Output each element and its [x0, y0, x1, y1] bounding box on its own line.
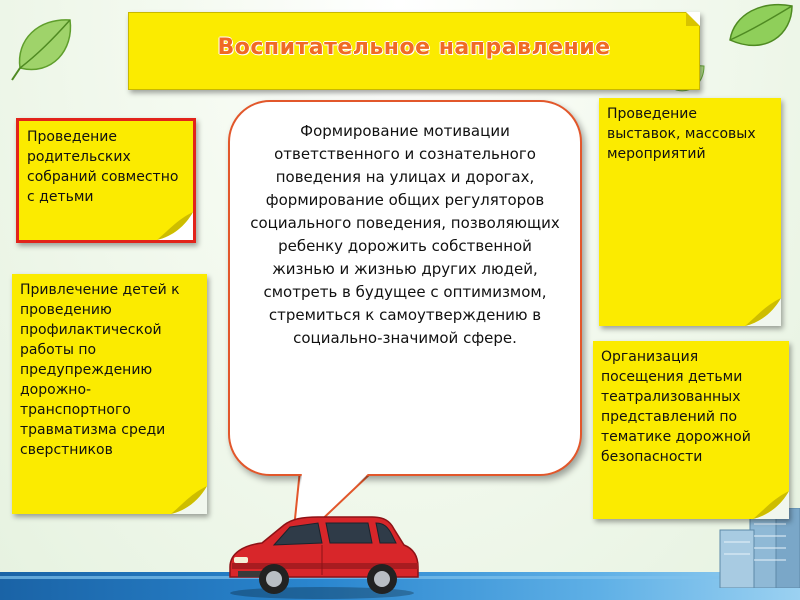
note-exhibitions — [599, 98, 781, 326]
note-parent-meetings — [16, 118, 196, 243]
leaf-icon — [8, 10, 88, 90]
leaf-icon — [722, 0, 800, 70]
note-text: Проведение родительских собраний совместно с детьми — [27, 129, 179, 205]
center-text: Формирование мотивации ответственного и сознательного поведения на улицах и дорогах, формирование общих регуляторов социального поведения, позволяющих ребенку дорожить собственной жизнью и жизнью других людей, смотреть в будущее с оптимизмом, стремиться к самоутверждению в социально-значимой сфере. — [250, 122, 560, 347]
note-theatre-visits — [593, 341, 789, 519]
note-child-involvement — [12, 274, 207, 514]
building-icon — [680, 508, 800, 588]
note-text: Привлечение детей к проведению профилактической работы по предупреждению дорожно-транспортного травматизма среди сверстников — [20, 282, 180, 458]
title-box — [128, 12, 700, 90]
note-text: Проведение выставок, массовых мероприятий — [607, 106, 756, 162]
page-title: Воспитательное направление — [217, 35, 611, 60]
note-text: Организация посещения детьми театрализованных представлений по тематике дорожной безопасности — [601, 349, 751, 465]
car-icon — [222, 505, 422, 600]
